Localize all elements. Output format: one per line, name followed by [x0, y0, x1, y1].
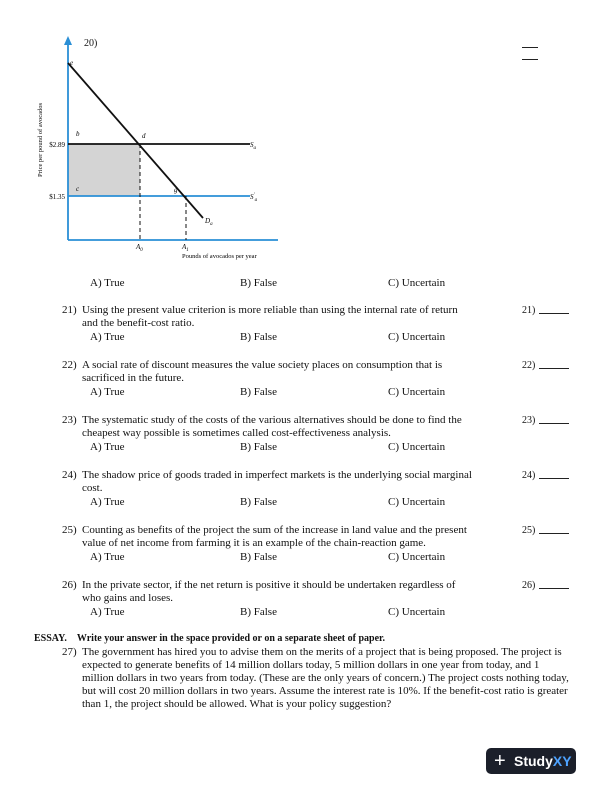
question-text: Using the present value criterion is more reliable than using the internal rate of return: [82, 304, 458, 316]
demand-label: $D_a$: [205, 217, 213, 227]
answer-blank-24[interactable]: 24): [522, 470, 569, 481]
option-b[interactable]: B) False: [240, 496, 277, 508]
supply2-label: $S'_a$: [250, 193, 258, 203]
price-high-label: $2.89: [49, 141, 65, 149]
y-axis-label: Price per pound of avocados: [37, 102, 44, 178]
essay-heading: ESSAY. Write your answer in the space provided or on a separate sheet of paper.: [34, 633, 386, 644]
option-b[interactable]: B) False: [240, 441, 277, 453]
answer-blank-22[interactable]: 22): [522, 360, 569, 371]
question-text-cont: sacrificed in the future.: [82, 372, 185, 384]
answer-blank-26[interactable]: 26): [522, 580, 569, 591]
option-a[interactable]: A) True: [90, 441, 125, 453]
answer-blank-25[interactable]: 25): [522, 525, 569, 536]
option-b[interactable]: B) False: [240, 331, 277, 343]
question-text: The systematic study of the costs of the various alternatives should be done to find the: [82, 414, 462, 426]
answer-blank: [522, 47, 538, 48]
qty-a1-label: $A_1$: [182, 243, 189, 253]
essay-question-27: [62, 646, 572, 711]
option-b[interactable]: B) False: [240, 386, 277, 398]
answer-blank-21[interactable]: 21): [522, 305, 569, 316]
option-b[interactable]: B) False: [240, 551, 277, 563]
question-21: [62, 304, 512, 330]
question-number: 27): [62, 646, 77, 658]
question-text-cont: cost.: [82, 482, 103, 494]
question-number: 25): [62, 524, 77, 536]
option-c[interactable]: C) Uncertain: [388, 441, 446, 453]
question-number: 23): [62, 414, 77, 426]
question-24: [62, 469, 512, 495]
question-text-cont: cheapest way possible is sometimes called cost-effectiveness analysis.: [82, 427, 391, 439]
option-a[interactable]: A) True: [90, 496, 125, 508]
point-c-label: c: [76, 185, 80, 193]
option-a[interactable]: A) True: [90, 386, 125, 398]
plus-icon: +: [494, 750, 506, 772]
essay-text: The government has hired you to advise them on the merits of a project that is being proposed. The project is expected to generate benefits of 14 million dollars today, 5 million dollars in one year from today, and 1 million dollars in two years from today. (These are the only years of concern.) The project costs nothing today, but will cost 20 million dollars in two years. Assume the interest rate is 10%. If the benefit-cost ratio is greater than 1, the project should be allowed. What is your policy suggestion?: [82, 646, 569, 710]
y-axis-arrow-icon: [64, 36, 72, 45]
question-22: [62, 359, 512, 385]
option-a[interactable]: A) True: [90, 551, 125, 563]
avocado-market-chart: [28, 30, 288, 270]
x-axis-label: Pounds of avocados per year: [182, 253, 257, 260]
point-e-label: e: [70, 59, 74, 67]
question-text-cont: value of net income from farming it is an example of the chain-reaction game.: [82, 537, 426, 549]
option-c[interactable]: C) Uncertain: [388, 551, 446, 563]
question-25: [62, 524, 512, 550]
question-text: Counting as benefits of the project the sum of the increase in land value and the present: [82, 524, 467, 536]
option-c[interactable]: C) Uncertain: [388, 606, 446, 618]
supply-label: $S_a$: [250, 141, 256, 151]
question-text-cont: and the benefit-cost ratio.: [82, 317, 195, 329]
qty-a0-label: $A_0$: [136, 243, 143, 253]
option-a[interactable]: A) True: [90, 606, 125, 618]
option-b[interactable]: B) False: [240, 277, 277, 289]
question-number: 21): [62, 304, 77, 316]
question-23: [62, 414, 512, 440]
question-number: 24): [62, 469, 77, 481]
option-a[interactable]: A) True: [90, 277, 125, 289]
question-text: A social rate of discount measures the value society places on consumption that is: [82, 359, 443, 371]
question-text-cont: who gains and loses.: [82, 592, 174, 604]
question-26: [62, 579, 512, 605]
option-c[interactable]: C) Uncertain: [388, 496, 446, 508]
option-c[interactable]: C) Uncertain: [388, 331, 446, 343]
answer-blank-23[interactable]: 23): [522, 415, 569, 426]
option-c[interactable]: C) Uncertain: [388, 277, 446, 289]
option-a[interactable]: A) True: [90, 331, 125, 343]
point-g-label: g: [174, 186, 178, 194]
studyxy-logo: + StudyXY: [486, 748, 576, 774]
answer-blank: [522, 59, 538, 60]
point-d-label: d: [142, 132, 146, 140]
point-b-label: b: [76, 130, 80, 138]
option-b[interactable]: B) False: [240, 606, 277, 618]
question-number: 26): [62, 579, 77, 591]
question-text: The shadow price of goods traded in imperfect markets is the underlying social marginal: [82, 469, 472, 481]
question-number: 22): [62, 359, 77, 371]
price-low-label: $1.35: [49, 193, 65, 201]
question-20-number: 20): [84, 38, 98, 49]
question-text: In the private sector, if the net return is positive it should be undertaken regardless of: [82, 579, 456, 591]
option-c[interactable]: C) Uncertain: [388, 386, 446, 398]
